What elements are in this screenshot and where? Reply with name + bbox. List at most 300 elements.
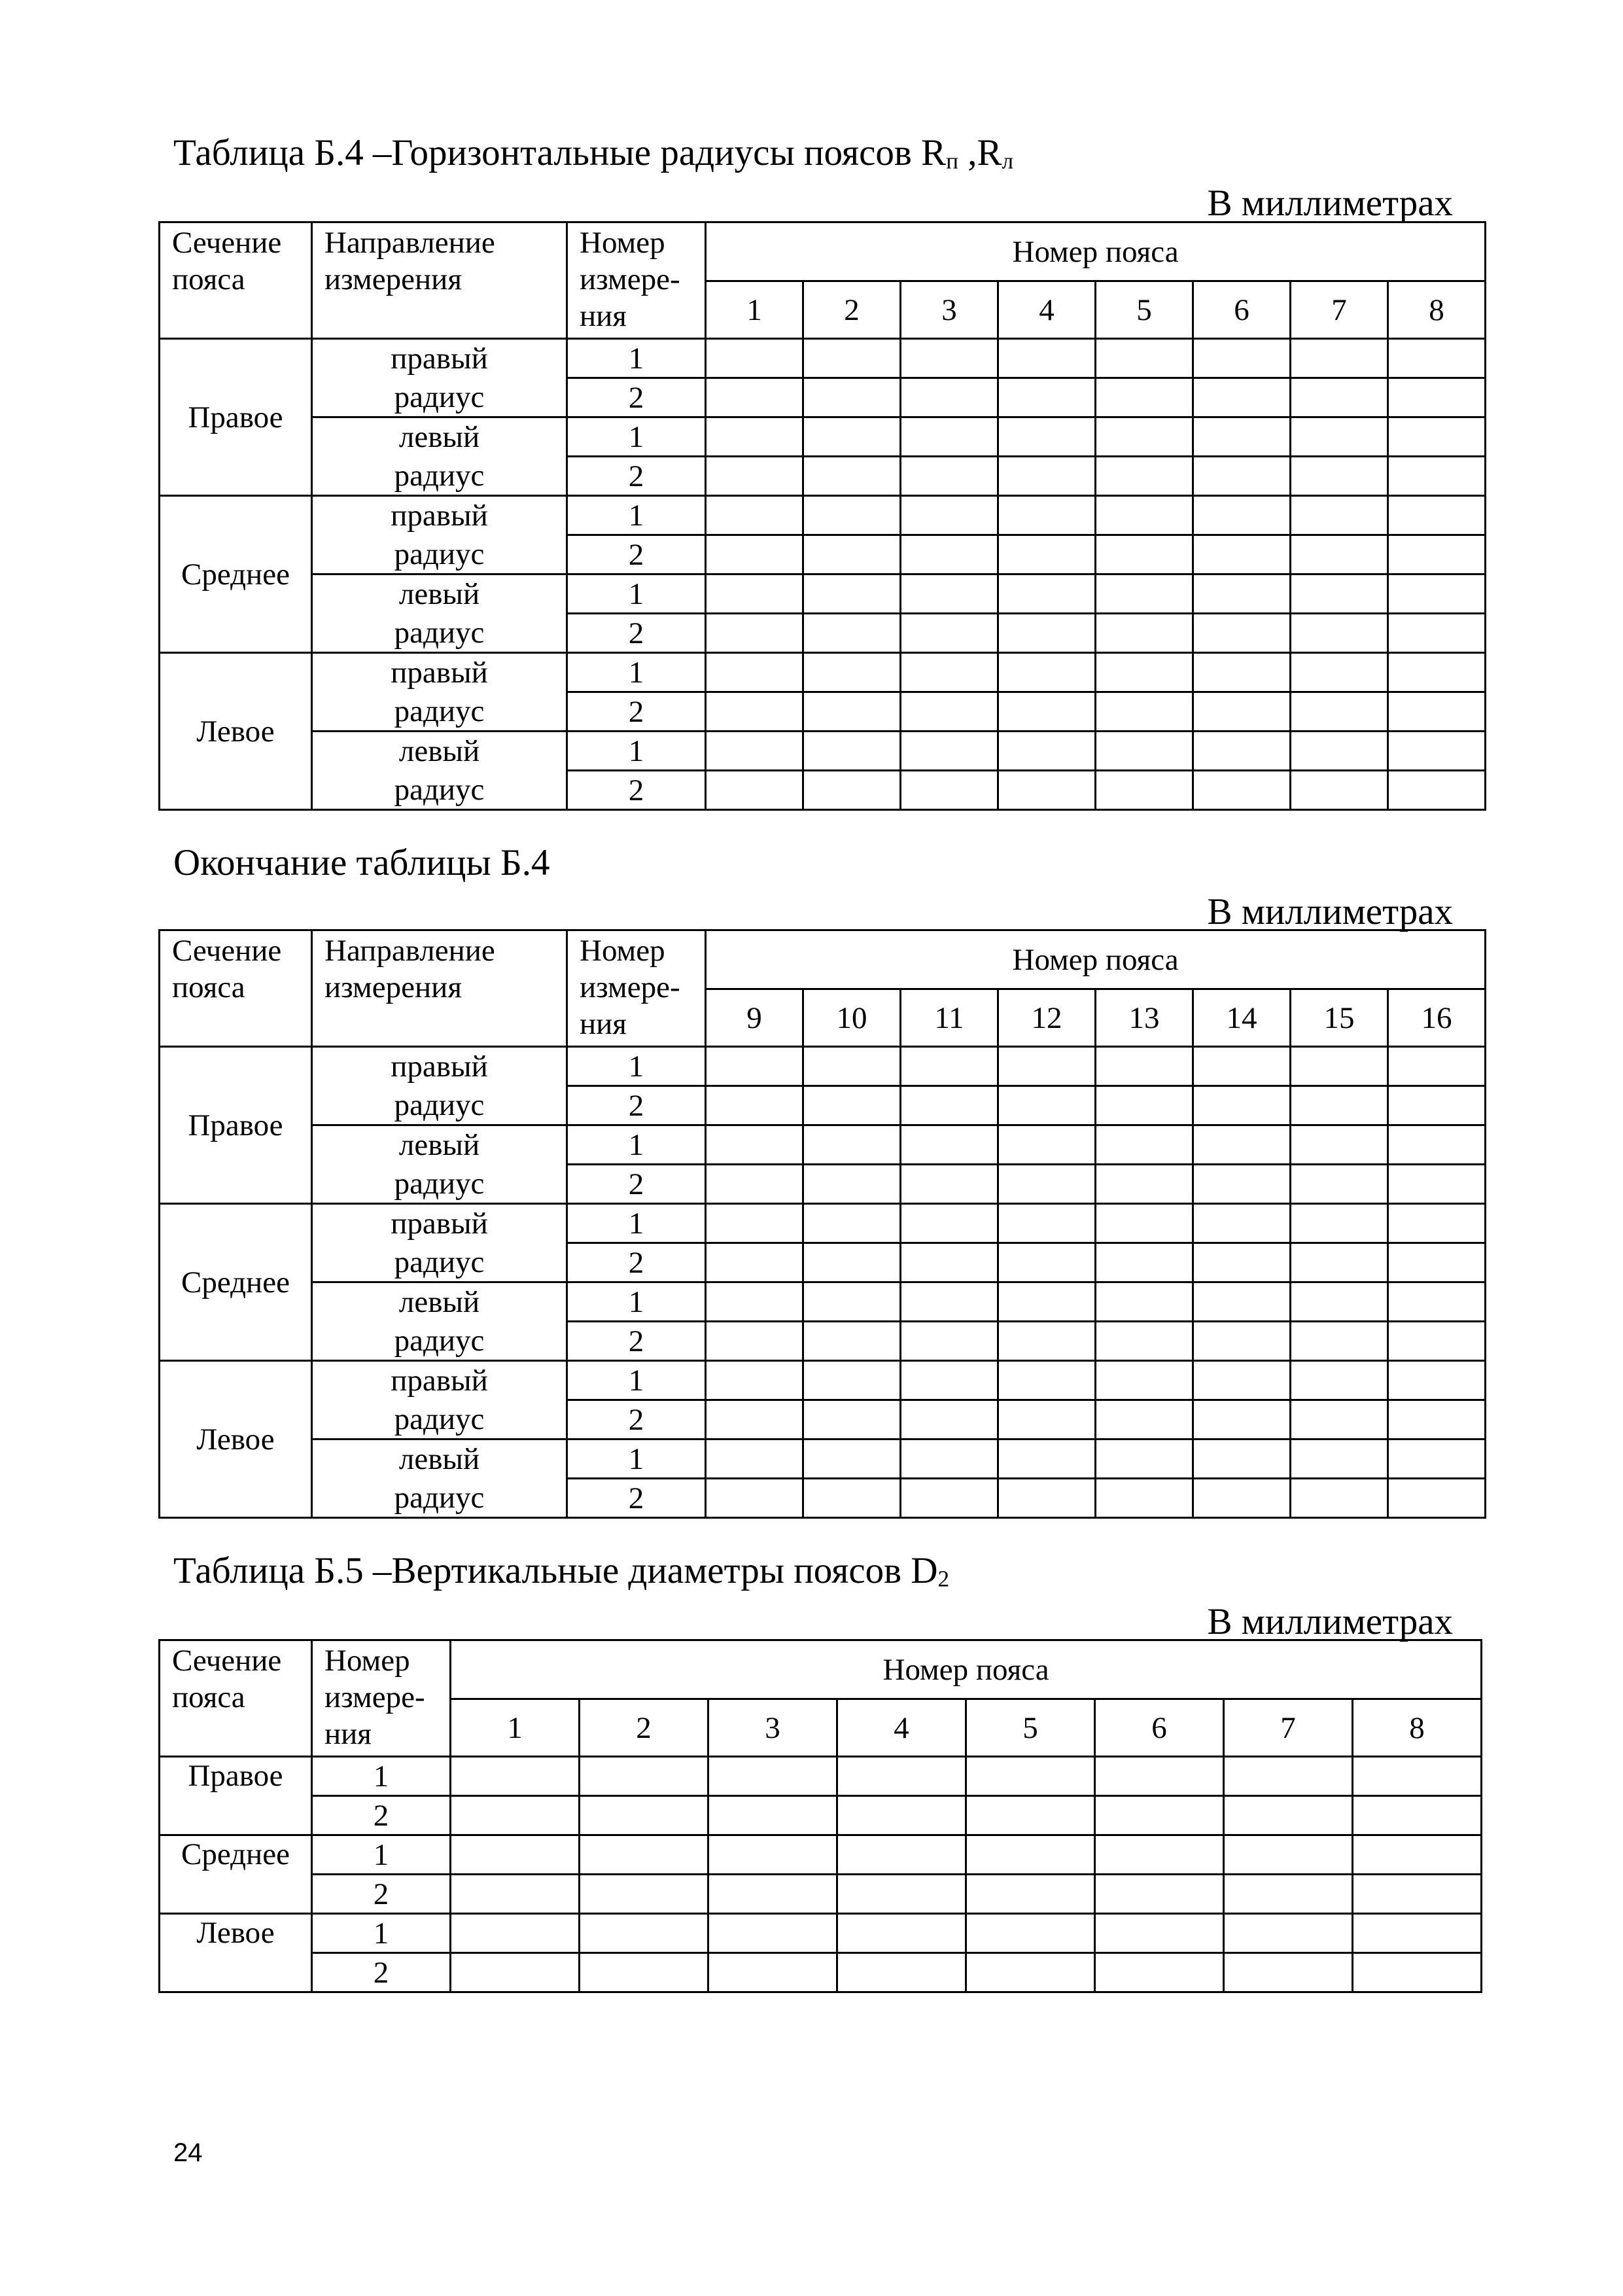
value-cell — [1096, 496, 1193, 535]
value-cell — [998, 732, 1096, 771]
value-cell — [998, 535, 1096, 574]
value-cell — [580, 1953, 708, 1992]
value-cell — [1224, 1796, 1353, 1835]
value-cell — [1095, 1835, 1224, 1875]
value-cell — [580, 1835, 708, 1875]
value-cell — [1193, 1439, 1291, 1479]
direction-label: радиус — [312, 1243, 567, 1282]
value-cell — [706, 1282, 803, 1322]
value-cell — [580, 1796, 708, 1835]
value-cell — [706, 653, 803, 692]
header-belt-number: 12 — [998, 989, 1096, 1047]
header-belt-number: 6 — [1193, 281, 1291, 339]
value-cell — [998, 574, 1096, 614]
value-cell — [803, 732, 901, 771]
table-row — [160, 1757, 1482, 1796]
value-cell — [803, 1047, 901, 1086]
value-cell — [998, 1400, 1096, 1439]
measure-number: 2 — [567, 378, 706, 417]
table-row — [160, 1125, 1486, 1165]
direction-label: левый — [312, 574, 567, 614]
value-cell — [1291, 614, 1388, 653]
value-cell — [706, 378, 803, 417]
value-cell — [998, 692, 1096, 732]
table-row — [160, 574, 1486, 614]
direction-label: радиус — [312, 1165, 567, 1204]
value-cell — [1096, 1086, 1193, 1125]
value-cell — [580, 1875, 708, 1914]
value-cell — [1388, 1243, 1486, 1282]
measure-number: 1 — [567, 417, 706, 457]
measure-number: 1 — [567, 1439, 706, 1479]
direction-label: левый — [312, 417, 567, 457]
measure-number: 2 — [567, 771, 706, 810]
value-cell — [901, 496, 998, 535]
value-cell — [706, 1086, 803, 1125]
table-row — [160, 1243, 1486, 1282]
value-cell — [706, 1400, 803, 1439]
header-belt-number: 7 — [1291, 281, 1388, 339]
value-cell — [1353, 1757, 1482, 1796]
value-cell — [1193, 653, 1291, 692]
measure-number: 2 — [567, 1086, 706, 1125]
direction-label: радиус — [312, 614, 567, 653]
value-cell — [451, 1914, 580, 1953]
value-cell — [803, 1479, 901, 1518]
value-cell — [901, 457, 998, 496]
measure-number: 1 — [567, 1361, 706, 1400]
table-row — [160, 1796, 1482, 1835]
value-cell — [901, 1125, 998, 1165]
value-cell — [901, 614, 998, 653]
value-cell — [803, 1439, 901, 1479]
value-cell — [1388, 496, 1486, 535]
value-cell — [803, 574, 901, 614]
value-cell — [706, 417, 803, 457]
direction-label: правый — [312, 496, 567, 535]
measure-number: 1 — [567, 1282, 706, 1322]
value-cell — [998, 1047, 1096, 1086]
direction-label: правый — [312, 1204, 567, 1243]
table-row — [160, 1439, 1486, 1479]
value-cell — [901, 1165, 998, 1204]
measure-number: 2 — [312, 1875, 451, 1914]
value-cell — [1193, 417, 1291, 457]
value-cell — [901, 574, 998, 614]
value-cell — [803, 692, 901, 732]
value-cell — [1096, 1400, 1193, 1439]
value-cell — [998, 457, 1096, 496]
measure-number: 1 — [312, 1835, 451, 1875]
value-cell — [708, 1914, 837, 1953]
value-cell — [901, 1361, 998, 1400]
value-cell — [1193, 1322, 1291, 1361]
value-cell — [966, 1835, 1095, 1875]
value-cell — [966, 1953, 1095, 1992]
measure-number: 1 — [567, 574, 706, 614]
value-cell — [1291, 496, 1388, 535]
value-cell — [706, 1479, 803, 1518]
table-row — [160, 692, 1486, 732]
table-row — [160, 1204, 1486, 1243]
header-belt: Номер пояса — [706, 930, 1486, 989]
value-cell — [1388, 614, 1486, 653]
value-cell — [1224, 1914, 1353, 1953]
direction-label: радиус — [312, 771, 567, 810]
header-belt-number: 10 — [803, 989, 901, 1047]
header-belt-number: 1 — [451, 1699, 580, 1757]
value-cell — [803, 653, 901, 692]
value-cell — [901, 378, 998, 417]
measure-number: 2 — [312, 1796, 451, 1835]
table-b4-caption-sep: ,R — [958, 132, 1002, 173]
value-cell — [706, 1439, 803, 1479]
value-cell — [1096, 771, 1193, 810]
value-cell — [998, 1439, 1096, 1479]
section-name: Среднее — [160, 1204, 312, 1361]
value-cell — [966, 1757, 1095, 1796]
value-cell — [706, 732, 803, 771]
table-row — [160, 1086, 1486, 1125]
value-cell — [803, 771, 901, 810]
value-cell — [706, 1047, 803, 1086]
header-belt-number: 11 — [901, 989, 998, 1047]
value-cell — [1096, 378, 1193, 417]
value-cell — [1193, 574, 1291, 614]
table-row — [160, 1165, 1486, 1204]
value-cell — [706, 496, 803, 535]
header-section: Сечение пояса — [160, 1640, 312, 1757]
measure-number: 1 — [567, 653, 706, 692]
value-cell — [1291, 771, 1388, 810]
value-cell — [1193, 457, 1291, 496]
table-row — [160, 1322, 1486, 1361]
value-cell — [1096, 1165, 1193, 1204]
table-row — [160, 732, 1486, 771]
measure-number: 2 — [567, 614, 706, 653]
value-cell — [1388, 653, 1486, 692]
measure-number: 2 — [567, 1243, 706, 1282]
value-cell — [803, 1322, 901, 1361]
value-cell — [451, 1875, 580, 1914]
direction-label: левый — [312, 1282, 567, 1322]
value-cell — [1388, 378, 1486, 417]
value-cell — [1096, 1322, 1193, 1361]
value-cell — [901, 1243, 998, 1282]
value-cell — [1388, 1439, 1486, 1479]
value-cell — [1193, 1361, 1291, 1400]
value-cell — [901, 535, 998, 574]
table-row — [160, 535, 1486, 574]
table-row — [160, 378, 1486, 417]
value-cell — [1095, 1875, 1224, 1914]
header-belt-number: 9 — [706, 989, 803, 1047]
value-cell — [1193, 1047, 1291, 1086]
value-cell — [901, 1086, 998, 1125]
value-cell — [998, 1125, 1096, 1165]
table-row — [160, 1479, 1486, 1518]
value-cell — [1096, 574, 1193, 614]
value-cell — [1388, 1361, 1486, 1400]
value-cell — [706, 1165, 803, 1204]
value-cell — [1291, 1322, 1388, 1361]
section-name: Левое — [160, 1914, 312, 1992]
value-cell — [1096, 1047, 1193, 1086]
value-cell — [966, 1796, 1095, 1835]
direction-label: правый — [312, 1047, 567, 1086]
value-cell — [1291, 1165, 1388, 1204]
direction-label: левый — [312, 732, 567, 771]
value-cell — [966, 1875, 1095, 1914]
table-row — [160, 1914, 1482, 1953]
value-cell — [998, 1322, 1096, 1361]
header-measure: Номер измере-ния — [567, 930, 706, 1047]
value-cell — [966, 1914, 1095, 1953]
value-cell — [706, 1125, 803, 1165]
value-cell — [998, 1243, 1096, 1282]
value-cell — [1388, 1479, 1486, 1518]
value-cell — [706, 1322, 803, 1361]
value-cell — [1388, 692, 1486, 732]
value-cell — [837, 1914, 966, 1953]
value-cell — [1291, 574, 1388, 614]
value-cell — [901, 339, 998, 378]
section-name: Левое — [160, 653, 312, 810]
table-row — [160, 457, 1486, 496]
value-cell — [451, 1835, 580, 1875]
value-cell — [901, 1479, 998, 1518]
value-cell — [1388, 1204, 1486, 1243]
value-cell — [1388, 1086, 1486, 1125]
value-cell — [1291, 1400, 1388, 1439]
table-b4 — [158, 221, 1486, 811]
value-cell — [837, 1953, 966, 1992]
value-cell — [803, 1086, 901, 1125]
value-cell — [1193, 1479, 1291, 1518]
value-cell — [1193, 339, 1291, 378]
value-cell — [901, 653, 998, 692]
measure-number: 1 — [567, 496, 706, 535]
measure-number: 2 — [567, 1322, 706, 1361]
value-cell — [451, 1796, 580, 1835]
header-belt-number: 13 — [1096, 989, 1193, 1047]
value-cell — [901, 417, 998, 457]
value-cell — [998, 653, 1096, 692]
header-belt-number: 16 — [1388, 989, 1486, 1047]
value-cell — [1096, 1479, 1193, 1518]
value-cell — [708, 1875, 837, 1914]
value-cell — [1193, 1282, 1291, 1322]
section-name: Правое — [160, 1757, 312, 1835]
value-cell — [1096, 1282, 1193, 1322]
value-cell — [803, 1165, 901, 1204]
value-cell — [1095, 1796, 1224, 1835]
table-row — [160, 771, 1486, 810]
value-cell — [1291, 417, 1388, 457]
table-row — [160, 496, 1486, 535]
table-b4-caption — [173, 134, 1013, 173]
value-cell — [1193, 1086, 1291, 1125]
value-cell — [1353, 1875, 1482, 1914]
value-cell — [1193, 732, 1291, 771]
measure-number: 2 — [312, 1953, 451, 1992]
header-belt-number: 2 — [803, 281, 901, 339]
value-cell — [998, 496, 1096, 535]
value-cell — [1353, 1835, 1482, 1875]
value-cell — [901, 732, 998, 771]
value-cell — [580, 1757, 708, 1796]
value-cell — [706, 457, 803, 496]
value-cell — [1193, 1165, 1291, 1204]
value-cell — [708, 1757, 837, 1796]
value-cell — [998, 378, 1096, 417]
direction-label: радиус — [312, 1400, 567, 1439]
value-cell — [803, 1361, 901, 1400]
value-cell — [706, 692, 803, 732]
table-b4-end-caption: Окончание таблицы Б.4 — [173, 842, 550, 883]
value-cell — [1291, 1125, 1388, 1165]
value-cell — [1193, 771, 1291, 810]
value-cell — [1388, 1322, 1486, 1361]
value-cell — [803, 1282, 901, 1322]
header-belt-number: 3 — [708, 1699, 837, 1757]
value-cell — [998, 1165, 1096, 1204]
table-row — [160, 653, 1486, 692]
section-name: Правое — [160, 1047, 312, 1204]
value-cell — [1096, 692, 1193, 732]
value-cell — [1193, 496, 1291, 535]
header-belt-number: 5 — [966, 1699, 1095, 1757]
header-belt-number: 8 — [1353, 1699, 1482, 1757]
value-cell — [803, 417, 901, 457]
value-cell — [1388, 1400, 1486, 1439]
value-cell — [998, 1086, 1096, 1125]
value-cell — [1096, 732, 1193, 771]
value-cell — [803, 457, 901, 496]
value-cell — [901, 692, 998, 732]
measure-number: 1 — [567, 339, 706, 378]
header-belt-number: 14 — [1193, 989, 1291, 1047]
value-cell — [1193, 378, 1291, 417]
table-row — [160, 1361, 1486, 1400]
table-b5-unit: В миллиметрах — [1207, 1601, 1453, 1642]
value-cell — [1291, 378, 1388, 417]
value-cell — [1291, 1243, 1388, 1282]
value-cell — [706, 614, 803, 653]
value-cell — [1388, 574, 1486, 614]
table-row — [160, 1282, 1486, 1322]
value-cell — [1388, 535, 1486, 574]
header-belt-number: 15 — [1291, 989, 1388, 1047]
value-cell — [1291, 1047, 1388, 1086]
value-cell — [1291, 1361, 1388, 1400]
value-cell — [837, 1835, 966, 1875]
value-cell — [901, 1322, 998, 1361]
value-cell — [1291, 692, 1388, 732]
direction-label: правый — [312, 1361, 567, 1400]
header-belt-number: 1 — [706, 281, 803, 339]
value-cell — [706, 1243, 803, 1282]
table-b5-caption-text: Таблица Б.5 –Вертикальные диаметры поясов D — [173, 1550, 938, 1591]
value-cell — [803, 378, 901, 417]
measure-number: 2 — [567, 692, 706, 732]
value-cell — [708, 1953, 837, 1992]
value-cell — [998, 771, 1096, 810]
measure-number: 2 — [567, 457, 706, 496]
value-cell — [803, 1400, 901, 1439]
value-cell — [706, 1361, 803, 1400]
value-cell — [1291, 1479, 1388, 1518]
value-cell — [998, 417, 1096, 457]
value-cell — [1291, 653, 1388, 692]
value-cell — [1193, 1204, 1291, 1243]
value-cell — [451, 1953, 580, 1992]
value-cell — [1095, 1757, 1224, 1796]
table-b5-caption-sub: 2 — [937, 1566, 950, 1592]
value-cell — [998, 1204, 1096, 1243]
value-cell — [1096, 614, 1193, 653]
value-cell — [803, 614, 901, 653]
measure-number: 1 — [567, 732, 706, 771]
direction-label: правый — [312, 339, 567, 378]
value-cell — [1096, 457, 1193, 496]
page-number: 24 — [173, 2138, 203, 2167]
value-cell — [1096, 1361, 1193, 1400]
direction-label: левый — [312, 1439, 567, 1479]
value-cell — [706, 339, 803, 378]
table-header-row — [160, 930, 1486, 989]
value-cell — [1291, 1086, 1388, 1125]
direction-label: радиус — [312, 1322, 567, 1361]
value-cell — [1291, 732, 1388, 771]
value-cell — [1096, 339, 1193, 378]
value-cell — [1193, 1400, 1291, 1439]
value-cell — [837, 1875, 966, 1914]
table-b5-caption — [173, 1552, 949, 1591]
value-cell — [1388, 1047, 1486, 1086]
value-cell — [706, 771, 803, 810]
value-cell — [1193, 1125, 1291, 1165]
value-cell — [1353, 1914, 1482, 1953]
table-b4-caption-sub-p: п — [946, 148, 959, 174]
value-cell — [901, 1282, 998, 1322]
value-cell — [998, 1282, 1096, 1322]
value-cell — [998, 339, 1096, 378]
value-cell — [901, 1439, 998, 1479]
value-cell — [580, 1914, 708, 1953]
measure-number: 1 — [312, 1914, 451, 1953]
value-cell — [1388, 1165, 1486, 1204]
value-cell — [1095, 1914, 1224, 1953]
table-row — [160, 1047, 1486, 1086]
header-belt-number: 6 — [1095, 1699, 1224, 1757]
table-header-row — [160, 1640, 1482, 1699]
table-row — [160, 339, 1486, 378]
value-cell — [706, 574, 803, 614]
value-cell — [901, 1204, 998, 1243]
measure-number: 1 — [312, 1757, 451, 1796]
value-cell — [708, 1835, 837, 1875]
table-header-row — [160, 222, 1486, 281]
value-cell — [1096, 535, 1193, 574]
measure-number: 1 — [567, 1047, 706, 1086]
header-measure: Номер измере-ния — [312, 1640, 451, 1757]
table-row — [160, 1953, 1482, 1992]
value-cell — [1353, 1953, 1482, 1992]
value-cell — [998, 1479, 1096, 1518]
value-cell — [1096, 1125, 1193, 1165]
direction-label: правый — [312, 653, 567, 692]
